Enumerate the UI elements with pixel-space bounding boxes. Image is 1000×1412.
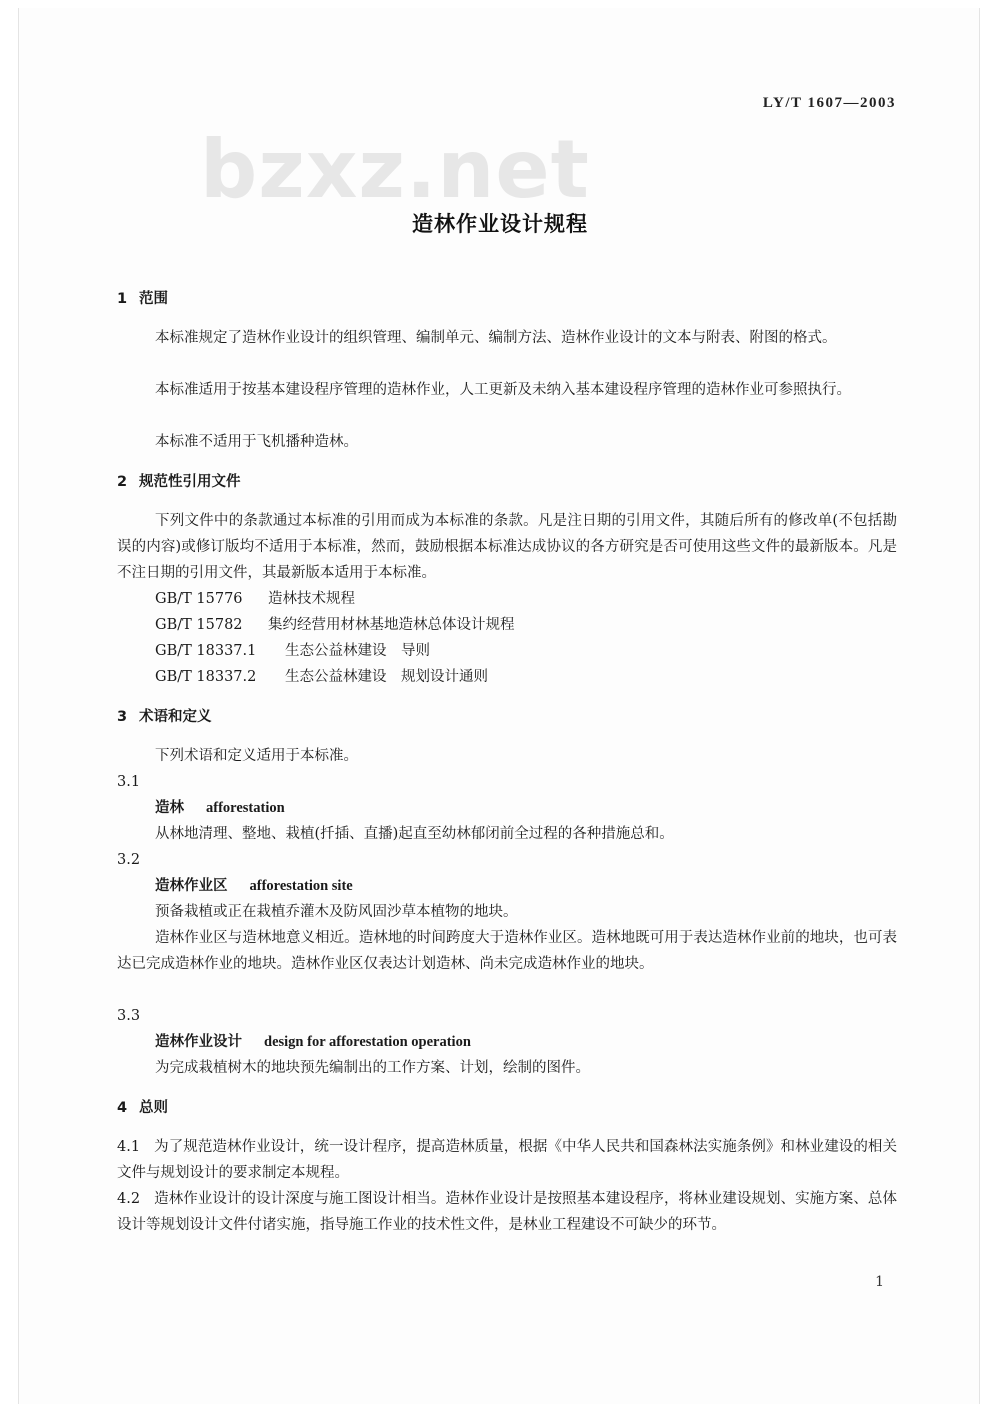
page-number: 1 <box>875 1274 884 1290</box>
document-code: LY/T 1607—2003 <box>762 95 896 111</box>
term-heading: 造林 afforestation <box>155 800 285 816</box>
term-definition: 从林地清理、整地、栽植(扦插、直播)起直至幼林郁闭前全过程的各种措施总和。 <box>155 826 674 842</box>
term-number: 3.2 <box>117 852 141 868</box>
section-number: 4 <box>117 1100 128 1116</box>
paragraph: 本标准不适用于飞机播种造林。 <box>155 434 358 450</box>
term-heading: 造林作业设计 design for afforestation operation <box>155 1034 471 1050</box>
paragraph: 下列文件中的条款通过本标准的引用而成为本标准的条款。凡是注日期的引用文件，其随后所有的修改单(不包括勘误的内容)或修订版均不适用于本标准，然而，鼓励根据本标准达成协议的各方研究是否可使用这些文件的最新版本。凡是不注日期的引用文件，其最新版本适用于本标准。 <box>117 513 897 581</box>
term-heading: 造林作业区 afforestation site <box>155 878 353 894</box>
section-4-heading <box>117 1095 168 1121</box>
paragraph: 本标准适用于按基本建设程序管理的造林作业，人工更新及未纳入基本建设程序管理的造林作业可参照执行。 <box>155 382 851 398</box>
document-title: 造林作业设计规程 <box>412 212 588 236</box>
section-3-heading <box>117 704 212 730</box>
section-title: 规范性引用文件 <box>139 474 241 490</box>
term-definition: 预备栽植或正在栽植乔灌木及防风固沙草本植物的地块。 <box>155 904 518 920</box>
term-definition: 造林作业区与造林地意义相近。造林地的时间跨度大于造林作业区。造林地既可用于表达造林作业前的地块，也可表达已完成造林作业的地块。造林作业区仅表达计划造林、尚未完成造林作业的地块。 <box>117 930 897 972</box>
reference-item: GB/T 15782 集约经营用材林基地造林总体设计规程 <box>155 617 515 633</box>
watermark: bzxz.net <box>200 123 590 216</box>
clause-4-1: 4.1 为了规范造林作业设计，统一设计程序，提高造林质量，根据《中华人民共和国森林法实施条例》和林业建设的相关文件与规划设计的要求制定本规程。 <box>117 1139 897 1181</box>
term-definition: 为完成栽植树木的地块预先编制出的工作方案、计划，绘制的图件。 <box>155 1060 590 1076</box>
paragraph: 本标准规定了造林作业设计的组织管理、编制单元、编制方法、造林作业设计的文本与附表、附图的格式。 <box>155 330 837 346</box>
section-title: 术语和定义 <box>139 709 212 725</box>
section-title: 范围 <box>139 291 168 307</box>
clause-4-2: 4.2 造林作业设计的设计深度与施工图设计相当。造林作业设计是按照基本建设程序，将林业建设规划、实施方案、总体设计等规划设计文件付诸实施，指导施工作业的技术性文件，是林业工程建设不可缺少的环节。 <box>117 1191 897 1233</box>
reference-item: GB/T 18337.1 生态公益林建设 导则 <box>155 643 430 659</box>
reference-item: GB/T 15776 造林技术规程 <box>155 591 355 607</box>
section-number: 2 <box>117 474 128 490</box>
section-number: 3 <box>117 709 128 725</box>
term-number: 3.3 <box>117 1008 141 1024</box>
section-number: 1 <box>117 291 128 307</box>
term-number: 3.1 <box>117 774 141 790</box>
section-2-heading <box>117 469 241 495</box>
paragraph: 下列术语和定义适用于本标准。 <box>155 748 358 764</box>
section-title: 总则 <box>139 1100 168 1116</box>
reference-item: GB/T 18337.2 生态公益林建设 规划设计通则 <box>155 669 488 685</box>
section-1-heading <box>117 286 168 312</box>
